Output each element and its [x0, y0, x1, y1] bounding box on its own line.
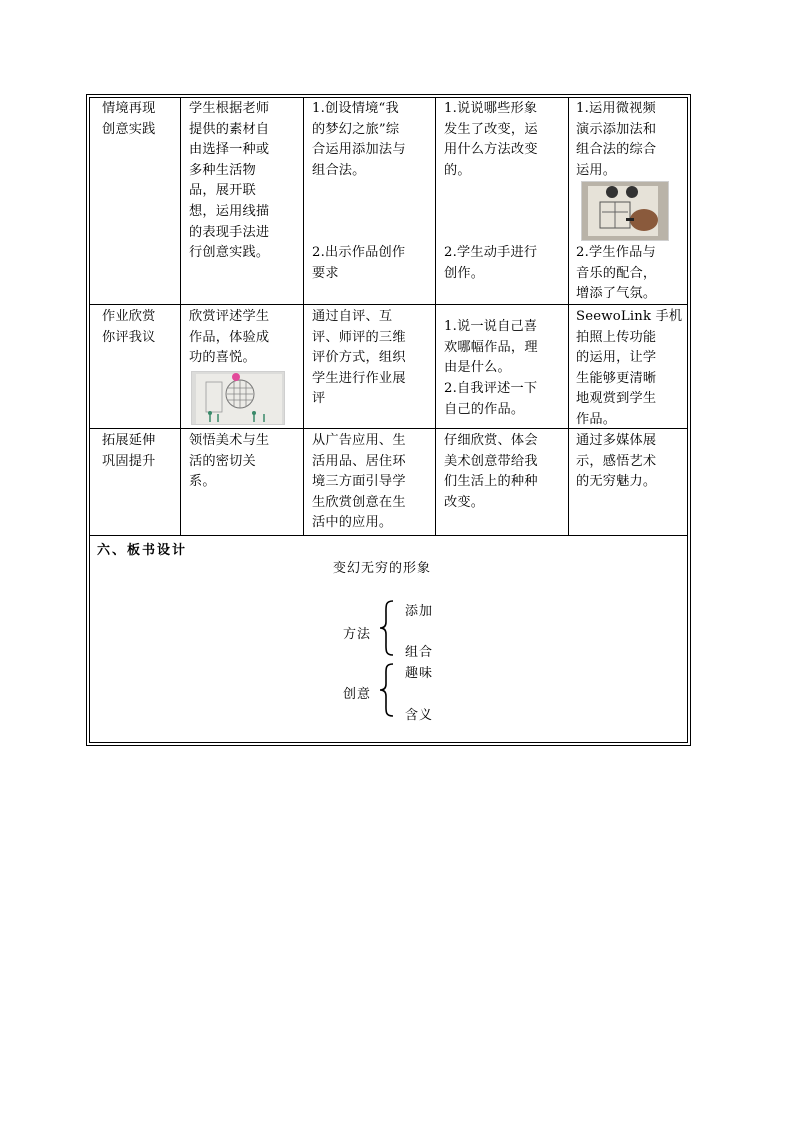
- method-item-combine: 组合: [405, 645, 434, 660]
- row1-teacher-activity-a: 1.创设情境“我 的梦幻之旅”综 合运用添加法与 组合法。: [312, 101, 406, 178]
- col-divider-2: [303, 97, 304, 535]
- row1-stage: 情境再现 创意实践: [102, 101, 156, 137]
- row2-student-activity: 欣赏评述学生 作品，体验成 功的喜悦。: [189, 309, 270, 366]
- micro-video-image: [581, 181, 669, 241]
- method-label: 方法: [343, 627, 372, 642]
- col-divider-4: [568, 97, 569, 535]
- method-brace-icon: [379, 600, 395, 656]
- row3-student-response: 仔细欣赏、体会 美术创意带给我 们生活上的种种 改变。: [444, 433, 538, 510]
- board-title: 变幻无穷的形象: [333, 561, 432, 576]
- lesson-table: [86, 94, 691, 746]
- row2-teacher-activity: 通过自评、互 评、师评的三维 评价方式，组织 学生进行作业展 评: [312, 309, 406, 407]
- idea-label: 创意: [343, 687, 372, 702]
- col-divider-1: [180, 97, 181, 535]
- row-divider-3: [89, 535, 688, 536]
- row1-design-intent-a: 1.运用微视频 演示添加法和 组合法的综合 运用。: [576, 101, 657, 178]
- idea-item-fun: 趣味: [405, 666, 434, 681]
- student-artwork-image: [191, 371, 285, 425]
- row1-student-activity: 学生根据老师 提供的素材自 由选择一种或 多种生活物 品，展开联 想，运用线描 的表现手法进 行创意实践。: [189, 101, 270, 261]
- row3-teacher-activity: 从广告应用、生 活用品、居住环 境三方面引导学 生欣赏创意在生 活中的应用。: [312, 433, 406, 531]
- method-item-add: 添加: [405, 604, 434, 619]
- row2-student-response-b: 2.自我评述一下 自己的作品。: [444, 381, 538, 417]
- row1-teacher-activity-b: 2.出示作品创作 要求: [312, 245, 406, 281]
- row3-student-activity: 领悟美术与生 活的密切关 系。: [189, 433, 270, 490]
- row2-stage: 作业欣赏 你评我议: [102, 309, 156, 345]
- col-divider-3: [435, 97, 436, 535]
- row1-student-response-a: 1.说说哪些形象 发生了改变，运 用什么方法改变 的。: [444, 101, 538, 178]
- row2-design-intent: SeewoLink 手机 拍照上传功能 的运用，让学 生能够更清晰 地观赏到学生 作品。: [576, 309, 683, 427]
- row1-student-response-b: 2.学生动手进行 创作。: [444, 245, 538, 281]
- row3-stage: 拓展延伸 巩固提升: [102, 433, 156, 469]
- row3-design-intent: 通过多媒体展 示，感悟艺术 的无穷魅力。: [576, 433, 657, 490]
- idea-item-meaning: 含义: [405, 708, 434, 723]
- idea-brace-icon: [379, 663, 395, 717]
- board-design-heading: 六、板书设计: [97, 543, 188, 558]
- row1-design-intent-b: 2.学生作品与 音乐的配合， 增添了气氛。: [576, 245, 657, 302]
- row2-student-response-a: 1.说一说自己喜 欢哪幅作品，理 由是什么。: [444, 319, 538, 376]
